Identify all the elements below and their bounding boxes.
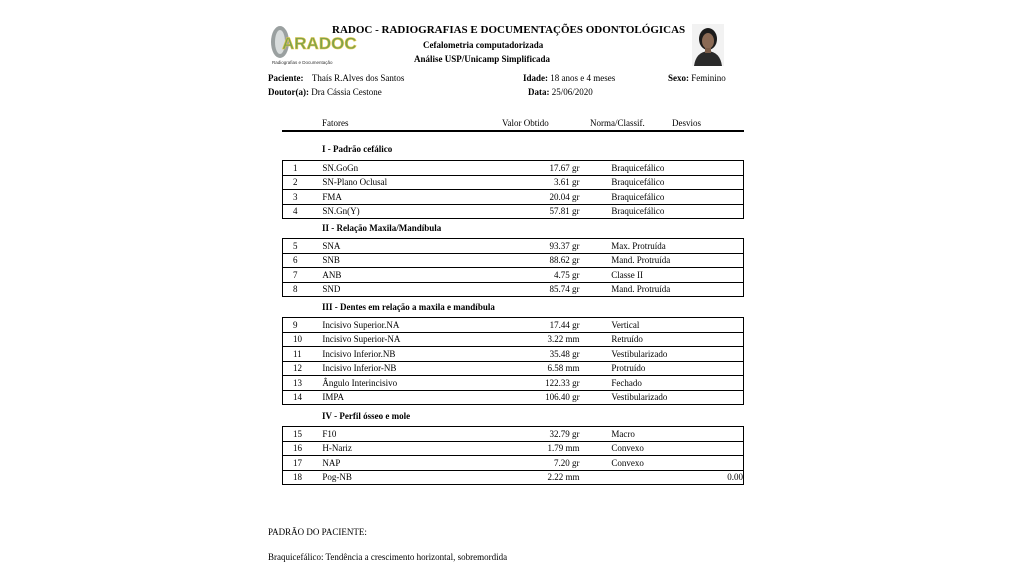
factors-table-1 xyxy=(282,160,744,219)
patient-age: 18 anos e 4 meses xyxy=(550,73,616,83)
table-row xyxy=(283,361,744,376)
factor-deviation xyxy=(693,456,743,471)
factor-value: 2.22 mm xyxy=(506,470,580,485)
row-number: 2 xyxy=(283,175,323,190)
table-row xyxy=(283,161,744,176)
factor-classification: Vestibularizado xyxy=(611,390,693,405)
factor-deviation xyxy=(693,204,743,219)
radoc-logo xyxy=(268,22,357,68)
factor-name: Incisivo Superior.NA xyxy=(322,318,505,333)
row-number: 12 xyxy=(283,361,323,376)
row-number: 3 xyxy=(283,190,323,205)
factor-classification: Classe II xyxy=(611,268,693,283)
factor-deviation xyxy=(693,190,743,205)
table-row xyxy=(283,175,744,190)
paciente-label: Paciente: xyxy=(268,73,304,83)
col-desvios: Desvios xyxy=(672,118,701,128)
factor-value: 93.37 gr xyxy=(506,239,580,254)
row-number: 8 xyxy=(283,282,323,297)
patient-name: Thaís R.Alves dos Santos xyxy=(311,73,405,83)
col-fatores: Fatores xyxy=(322,118,349,128)
factor-classification: Vestibularizado xyxy=(611,347,693,362)
factor-deviation: 0.00 xyxy=(693,470,743,485)
report-subtitle: Cefalometria computadorizada xyxy=(423,40,544,50)
factor-value: 88.62 gr xyxy=(506,253,580,268)
factor-value: 106.40 gr xyxy=(506,390,580,405)
table-row xyxy=(283,390,744,405)
factors-table-2 xyxy=(282,238,744,297)
factor-deviation xyxy=(693,376,743,391)
table-row xyxy=(283,376,744,391)
sex-row xyxy=(668,73,726,83)
table-row xyxy=(283,347,744,362)
table-row xyxy=(283,318,744,333)
doutor-label: Doutor(a): xyxy=(268,87,309,97)
factor-deviation xyxy=(693,268,743,283)
col-valor: Valor Obtido xyxy=(502,118,549,128)
factor-name: Incisivo Inferior.NB xyxy=(322,347,505,362)
factor-name: SNB xyxy=(322,253,505,268)
factor-classification: Retruído xyxy=(611,332,693,347)
patient-sex: Feminino xyxy=(691,73,726,83)
date-row xyxy=(528,87,593,97)
table-row xyxy=(283,239,744,254)
factor-deviation xyxy=(693,161,743,176)
row-number: 1 xyxy=(283,161,323,176)
row-number: 4 xyxy=(283,204,323,219)
factor-classification: Mand. Protruída xyxy=(611,282,693,297)
row-number: 17 xyxy=(283,456,323,471)
factor-value: 85.74 gr xyxy=(506,282,580,297)
row-number: 16 xyxy=(283,441,323,456)
row-number: 15 xyxy=(283,427,323,442)
factor-name: Pog-NB xyxy=(322,470,505,485)
factor-name: SN-Plano Oclusal xyxy=(322,175,505,190)
doctor-name: Dra Cássia Cestone xyxy=(311,87,382,97)
patient-photo xyxy=(692,24,724,66)
factor-deviation xyxy=(693,427,743,442)
col-norma: Norma/Classif. xyxy=(590,118,645,128)
factor-value: 122.33 gr xyxy=(506,376,580,391)
report-date: 25/06/2020 xyxy=(551,87,593,97)
factor-deviation xyxy=(693,390,743,405)
factor-classification: Vertical xyxy=(611,318,693,333)
factors-table-3 xyxy=(282,317,744,405)
factor-deviation xyxy=(693,282,743,297)
section-title: III - Dentes em relação a maxila e mandíbula xyxy=(322,302,495,312)
factor-value: 17.67 gr xyxy=(506,161,580,176)
factor-name: SN.GoGn xyxy=(322,161,505,176)
patient-pattern-label: PADRÃO DO PACIENTE: xyxy=(268,527,367,537)
row-number: 7 xyxy=(283,268,323,283)
factors-table-4 xyxy=(282,426,744,485)
table-row xyxy=(283,470,744,485)
header-rule xyxy=(282,130,744,132)
factor-deviation xyxy=(693,347,743,362)
factor-name: Incisivo Superior-NA xyxy=(322,332,505,347)
data-label: Data: xyxy=(528,87,550,97)
report-title: RADOC - RADIOGRAFIAS E DOCUMENTAÇÕES ODONTOLÓGICAS xyxy=(332,24,686,36)
section-title: II - Relação Maxila/Mandíbula xyxy=(322,223,442,233)
section-title: IV - Perfil ósseo e mole xyxy=(322,411,411,421)
factor-classification: Braquicefálico xyxy=(611,175,693,190)
factor-classification: Fechado xyxy=(611,376,693,391)
table-row xyxy=(283,441,744,456)
factor-classification xyxy=(611,470,693,485)
factor-deviation xyxy=(693,361,743,376)
row-number: 10 xyxy=(283,332,323,347)
factor-classification: Braquicefálico xyxy=(611,190,693,205)
table-row xyxy=(283,332,744,347)
factor-name: SNA xyxy=(322,239,505,254)
factor-value: 1.79 mm xyxy=(506,441,580,456)
factor-classification: Macro xyxy=(611,427,693,442)
logo-text: ARADOC xyxy=(282,34,357,53)
row-number: 13 xyxy=(283,376,323,391)
table-row xyxy=(283,268,744,283)
row-number: 6 xyxy=(283,253,323,268)
factor-classification: Max. Protruída xyxy=(611,239,693,254)
factor-value: 6.58 mm xyxy=(506,361,580,376)
factor-value: 32.79 gr xyxy=(506,427,580,442)
row-number: 9 xyxy=(283,318,323,333)
factor-value: 57.81 gr xyxy=(506,204,580,219)
factor-name: H-Nariz xyxy=(322,441,505,456)
factor-value: 4.75 gr xyxy=(506,268,580,283)
analysis-name: Análise USP/Unicamp Simplificada xyxy=(414,54,551,64)
factor-classification: Mand. Protruída xyxy=(611,253,693,268)
factor-classification: Braquicefálico xyxy=(611,204,693,219)
factor-value: 20.04 gr xyxy=(506,190,580,205)
factor-classification: Protruído xyxy=(611,361,693,376)
factor-classification: Convexo xyxy=(611,456,693,471)
factor-name: FMA xyxy=(322,190,505,205)
table-row xyxy=(283,456,744,471)
factor-name: Ângulo Interincisivo xyxy=(322,376,505,391)
factor-name: SN.Gn(Y) xyxy=(322,204,505,219)
factor-name: F10 xyxy=(322,427,505,442)
table-row xyxy=(283,253,744,268)
table-row xyxy=(283,427,744,442)
patient-name-row xyxy=(268,73,404,83)
factor-deviation xyxy=(693,318,743,333)
table-row xyxy=(283,190,744,205)
age-row xyxy=(523,73,615,83)
factor-value: 7.20 gr xyxy=(506,456,580,471)
factor-value: 35.48 gr xyxy=(506,347,580,362)
factor-deviation xyxy=(693,332,743,347)
factor-name: Incisivo Inferior-NB xyxy=(322,361,505,376)
factor-deviation xyxy=(693,239,743,254)
factor-classification: Braquicefálico xyxy=(611,161,693,176)
patient-pattern-text: Braquicefálico: Tendência a crescimento horizontal, sobremordida xyxy=(268,552,508,562)
factor-name: ANB xyxy=(322,268,505,283)
factor-value: 17.44 gr xyxy=(506,318,580,333)
logo-subtext: Radiografias e Documentação xyxy=(272,60,333,65)
row-number: 11 xyxy=(283,347,323,362)
row-number: 18 xyxy=(283,470,323,485)
factor-deviation xyxy=(693,175,743,190)
factor-name: NAP xyxy=(322,456,505,471)
table-row xyxy=(283,282,744,297)
factor-value: 3.22 mm xyxy=(506,332,580,347)
factor-deviation xyxy=(693,253,743,268)
factor-classification: Convexo xyxy=(611,441,693,456)
factor-deviation xyxy=(693,441,743,456)
sexo-label: Sexo: xyxy=(668,73,689,83)
doctor-row xyxy=(268,87,382,97)
factor-name: IMPA xyxy=(322,390,505,405)
row-number: 5 xyxy=(283,239,323,254)
row-number: 14 xyxy=(283,390,323,405)
section-title: I - Padrão cefálico xyxy=(322,144,393,154)
table-row xyxy=(283,204,744,219)
factor-value: 3.61 gr xyxy=(506,175,580,190)
idade-label: Idade: xyxy=(523,73,549,83)
factor-name: SND xyxy=(322,282,505,297)
